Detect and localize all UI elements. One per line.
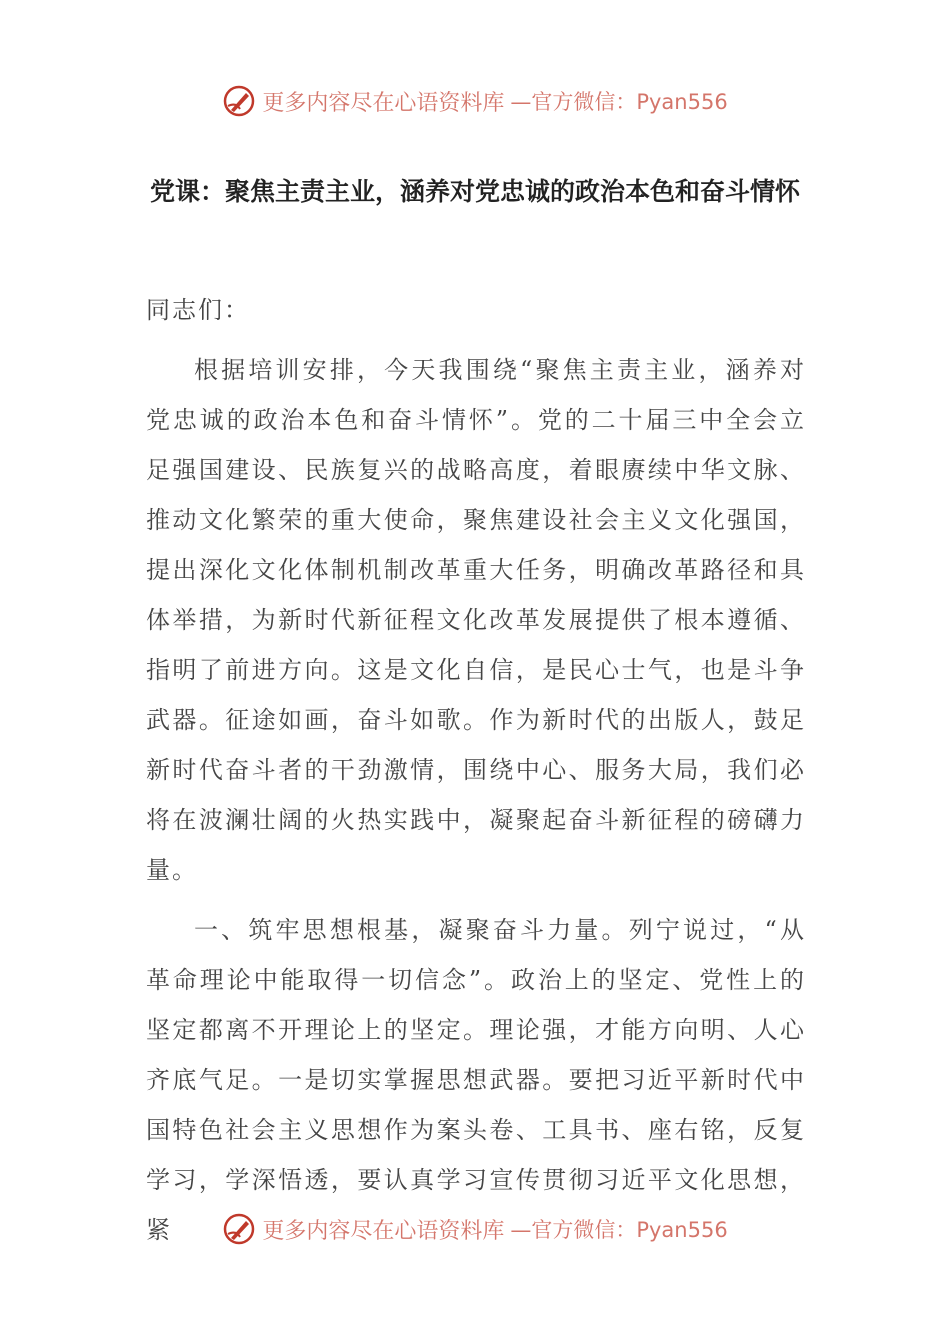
footer-wechat-text: —官方微信：Pyan556 bbox=[510, 1218, 728, 1242]
quill-pen-logo-icon bbox=[222, 84, 256, 118]
paragraph: 一、筑牢思想根基，凝聚奋斗力量。列宁说过，“从革命理论中能取得一切信念”。政治上的坚定、党性上的坚定都离不开理论上的坚定。理论强，才能方向明、人心齐底气足。一是切实掌握思想武器。要把习近平新时代中国特色社会主义思想作为案头卷、工具书、座右铭，反复学习，学深悟透，要认真学习宣传贯彻习近平文化思想，紧 bbox=[146, 916, 806, 1244]
header-wechat-text: —官方微信：Pyan556 bbox=[510, 90, 728, 114]
footer-banner bbox=[0, 1212, 950, 1246]
document-body bbox=[146, 285, 806, 1265]
header-banner bbox=[0, 84, 950, 118]
document-title: 党课：聚焦主责主业，涵养对党忠诚的政治本色和奋斗情怀 bbox=[149, 177, 800, 206]
paragraph: 根据培训安排，今天我围绕“聚焦主责主业，涵养对党忠诚的政治本色和奋斗情怀”。党的二十届三中全会立足强国建设、民族复兴的战略高度，着眼赓续中华文脉、推动文化繁荣的重大使命，聚焦建设社会主义文化强国，提出深化文化体制机制改革重大任务，明确改革路径和具体举措，为新时代新征程文化改革发展提供了根本遵循、指明了前进方向。这是文化自信，是民心士气，也是斗争武器。征途如画，奋斗如歌。作为新时代的出版人，鼓足新时代奋斗者的干劲激情，围绕中心、服务大局，我们必将在波澜壮阔的火热实践中，凝聚起奋斗新征程的磅礴力量。 bbox=[146, 356, 806, 884]
header-site-text: 更多内容尽在心语资料库 bbox=[262, 90, 505, 116]
quill-pen-logo-icon bbox=[222, 1212, 256, 1246]
salutation: 同志们： bbox=[146, 296, 250, 324]
footer-site-text: 更多内容尽在心语资料库 bbox=[262, 1218, 505, 1244]
